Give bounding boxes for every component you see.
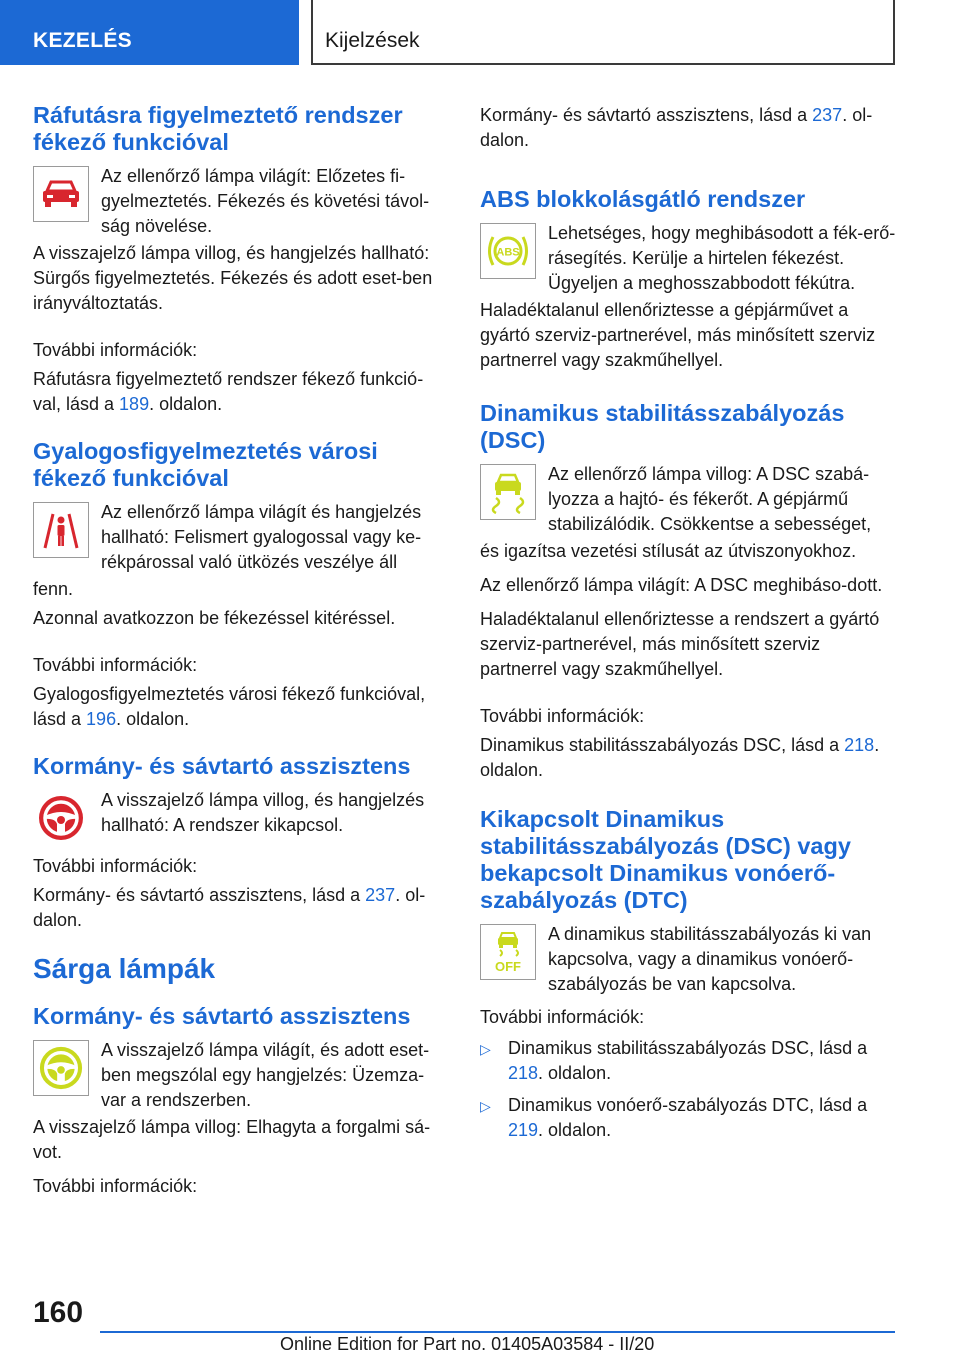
page-link-237-cont[interactable]: 237 xyxy=(812,105,843,125)
heading-steering-assistant-yellow: Kormány- és sávtartó asszisztens xyxy=(33,1003,411,1029)
dsc-icon-text: Az ellenőrző lámpa villog: A DSC szabá-lyozza a hajtó- és fékerőt. A gépjármű stabilizálódik. Csökkentse a sebességet, xyxy=(548,464,872,534)
header-chapter: Kijelzések xyxy=(311,0,895,65)
steering-red-icon-text: A visszajelző lámpa villog, és hangjelzés hallható: A rendszer kikapcsol. xyxy=(101,790,425,835)
pedestrian-reference: Gyalogosfigyelmeztetés városi fékező funkcióval, lásd a 196. oldalon. xyxy=(33,684,426,729)
list-item: ▷ Dinamikus vonóerő-szabályozás DTC, lásd a 219. oldalon. xyxy=(480,1093,900,1143)
list-item: ▷ Dinamikus stabilitásszabályozás DSC, lásd a 218. oldalon. xyxy=(480,1036,900,1086)
heading-pedestrian-warning: Gyalogosfigyelmeztetés városi fékező funkcióval xyxy=(33,438,378,491)
dsc-off-more-info: További információk: xyxy=(480,1007,645,1027)
collision-reference: Ráfutásra figyelmeztető rendszer fékező funkció-val, lásd a 189. oldalon. xyxy=(33,369,424,414)
icon-row-collision xyxy=(33,164,448,239)
page-link-218-b[interactable]: 218 xyxy=(508,1063,539,1083)
page-link-219[interactable]: 219 xyxy=(508,1120,539,1140)
pedestrian-warning-icon xyxy=(33,502,89,558)
page-number: 160 xyxy=(33,1296,84,1329)
steering-wheel-red-icon xyxy=(33,790,89,846)
dsc-skid-icon xyxy=(480,464,536,520)
heading-steering-assistant-red: Kormány- és sávtartó asszisztens xyxy=(33,753,411,779)
page-link-196[interactable]: 196 xyxy=(86,709,117,729)
dsc-more-info: További információk: xyxy=(480,706,645,726)
icon-row-steering-yellow xyxy=(33,1038,448,1113)
heading-dsc-off-dtc: Kikapcsolt Dinamikus stabilitásszabályozás (DSC) vagy bekapcsolt Dinamikus vonóerő-szabályozás (DTC) xyxy=(480,806,851,913)
collision-paragraph: A visszajelző lámpa villog, és hangjelzés hallható: Sürgős figyelmeztetés. Fékezés és adott eset-ben irányváltoztatás. xyxy=(33,243,433,313)
triangle-bullet-icon: ▷ xyxy=(480,1098,491,1114)
steering-red-reference: Kormány- és sávtartó asszisztens, lásd a 237. ol-dalon. xyxy=(33,885,426,930)
abs-icon xyxy=(480,223,536,279)
pedestrian-icon-text: Az ellenőrző lámpa világít és hangjelzés hallható: Felismert gyalogossal vagy ke-rékpárossal való ütközés veszélye áll xyxy=(101,502,422,572)
page-link-218[interactable]: 218 xyxy=(844,735,875,755)
abs-icon-text: Lehetséges, hogy meghibásodott a fék-erő-rásegítés. Kerülje a hirtelen fékezést. Ügyeljen a meghosszabbodott fékútra. xyxy=(548,223,896,293)
collision-more-info: További információk: xyxy=(33,340,198,360)
dsc-reference: Dinamikus stabilitásszabályozás DSC, lásd a 218. oldalon. xyxy=(480,735,880,780)
heading-dsc: Dinamikus stabilitásszabályozás (DSC) xyxy=(480,400,845,453)
icon-row-pedestrian xyxy=(33,500,448,575)
heading-abs: ABS blokkolásgátló rendszer xyxy=(480,186,806,212)
steering-wheel-yellow-icon xyxy=(33,1040,89,1096)
icon-row-dsc xyxy=(480,462,900,537)
pedestrian-paragraph: Azonnal avatkozzon be fékezéssel kitéréssel. xyxy=(33,608,396,628)
dsc-continued: és igazítsa vezetési stílusát az útviszonyokhoz. xyxy=(480,541,857,561)
page-link-189[interactable]: 189 xyxy=(119,394,150,414)
pedestrian-more-info: További információk: xyxy=(33,655,198,675)
icon-row-dsc-off xyxy=(480,922,900,997)
icon-row-abs xyxy=(480,221,900,296)
steering-yellow-more-info: További információk: xyxy=(33,1176,198,1196)
pedestrian-continued: fenn. xyxy=(33,579,74,599)
triangle-bullet-icon: ▷ xyxy=(480,1041,491,1057)
steering-yellow-icon-text: A visszajelző lámpa világít, és adott eset-ben megszólal egy hangjelzés: Üzemza-var a rendszerben. xyxy=(101,1040,430,1110)
footer-divider xyxy=(100,1331,895,1333)
left-column xyxy=(33,100,448,1208)
right-column xyxy=(480,100,900,1150)
dsc-off-icon xyxy=(480,924,536,980)
dsc-paragraph-1: Az ellenőrző lámpa világít: A DSC meghibáso-dott. xyxy=(480,575,883,595)
heading-yellow-lamps: Sárga lámpák xyxy=(33,953,216,984)
abs-paragraph: Haladéktalanul ellenőriztesse a gépjárművet a gyártó szerviz-partnerével, más minősített szerviz partnerrel vagy szakműhellyel. xyxy=(480,300,876,370)
svg-text:ABS: ABS xyxy=(496,246,520,259)
icon-row-steering-red xyxy=(33,788,448,846)
dsc-off-icon-text: A dinamikus stabilitásszabályozás ki van kapcsolva, vagy a dinamikus vonóerő-szabályozás be van kapcsolva. xyxy=(548,924,872,994)
header-section: KEZELÉS xyxy=(0,0,299,65)
car-front-warning-icon xyxy=(33,166,89,222)
svg-text:OFF: OFF xyxy=(495,959,521,974)
steering-red-more-info: További információk: xyxy=(33,856,198,876)
footer-edition: Online Edition for Part no. 01405A03584 - II/20 xyxy=(280,1334,655,1354)
steering-yellow-paragraph: A visszajelző lámpa villog: Elhagyta a forgalmi sá-vot. xyxy=(33,1117,431,1162)
page-link-237[interactable]: 237 xyxy=(365,885,396,905)
steering-continued-reference: Kormány- és sávtartó asszisztens, lásd a 237. ol-dalon. xyxy=(480,105,873,150)
dsc-paragraph-2: Haladéktalanul ellenőriztesse a rendszert a gyártó szerviz-partnerével, más minősített szerviz partnerrel vagy szakműhellyel. xyxy=(480,609,880,679)
heading-collision-warning: Ráfutásra figyelmeztető rendszer fékező funkcióval xyxy=(33,102,403,155)
collision-icon-text: Az ellenőrző lámpa világít: Előzetes fi-gyelmeztetés. Fékezés és követési távol-ság növelése. xyxy=(101,166,430,236)
